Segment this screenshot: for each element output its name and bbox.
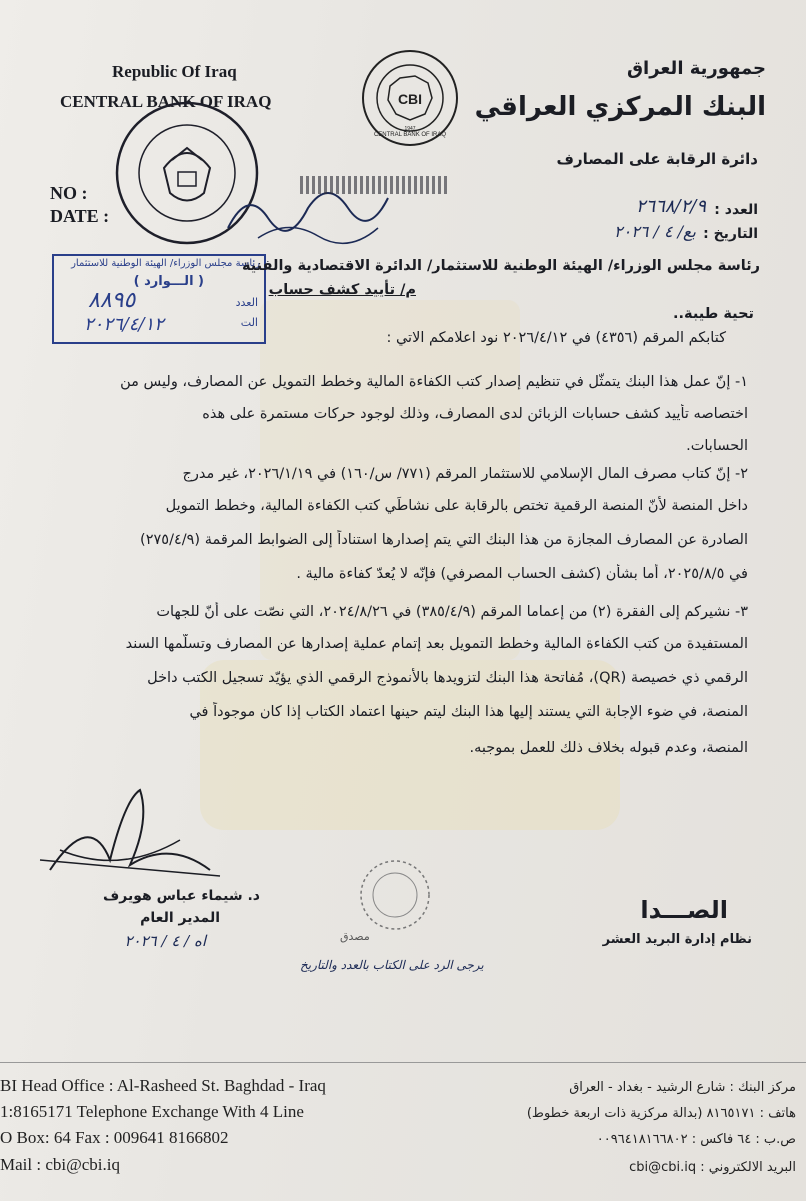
footer-ar-email: البريد الالكتروني : cbi@cbi.iq — [629, 1160, 796, 1175]
received-stamp-header: رئاسة مجلس الوزراء/ الهيئة الوطنية للاستثمار — [71, 258, 260, 269]
paragraph-1-line-3: الحسابات. — [686, 438, 748, 454]
center-stamp — [355, 855, 435, 939]
bank-name-ar: البنك المركزي العراقي — [474, 92, 766, 122]
number-label-ar: العدد : — [714, 202, 758, 218]
signature — [30, 780, 230, 894]
logo-text: CBI — [397, 91, 423, 107]
paragraph-3-line-2: المستفيدة من كتب الكفاءة المالية وخطط التمويل بعد إتمام عملية إصدارها عن المصارف وتسلّمها السند — [125, 636, 748, 652]
footer-en-email: Mail : cbi@cbi.iq — [0, 1155, 120, 1174]
mail-system-brand: الصـــدا — [640, 896, 728, 924]
footer-en-phone: 1:8165171 Telephone Exchange With 4 Line — [0, 1102, 304, 1121]
logo-year: 1947 — [404, 126, 416, 132]
paragraph-2-line-1: ٢- إنّ كتاب مصرف المال الإسلامي للاستثمار المرقم (٧٧١/ س/١٦٠) في ٢٠٢٦/١/١٩، غير مدرج — [182, 466, 748, 482]
received-number-value: ٨٨٩٥ — [88, 288, 136, 313]
paragraph-2-line-2: داخل المنصة لأنّ المنصة الرقمية تختص بالرقابة على نشاطَي كتب الكفاءة المالية، وخطط التمويل — [165, 498, 748, 514]
paragraph-1-line-1: ١- إنّ عمل هذا البنك يتمثّل في تنظيم إصدار كتب الكفاءة المالية وخطط التمويل عن المصارف، وليس من — [120, 374, 748, 390]
no-label: NO : — [50, 183, 88, 203]
footer-divider — [0, 1062, 806, 1063]
republic-en: Republic Of Iraq — [112, 62, 237, 81]
date-value: بع/ ٤ / ٢٠٢٦ — [614, 222, 696, 241]
paragraph-3-line-4: المنصة، في ضوء الإجابة التي يستند إليها هذا البنك ليتم حينها اعتماد الكتاب إذا كان موجوداً في — [189, 704, 748, 720]
footer-ar-address: مركز البنك : شارع الرشيد - بغداد - العراق — [569, 1080, 796, 1095]
received-date-value: ٢٠٢٦/٤/١٢ — [84, 314, 164, 335]
bank-name-en: CENTRAL BANK OF IRAQ — [60, 92, 272, 111]
signatory-name: د. شيماء عباس هويرف — [103, 888, 260, 904]
received-stamp-label: ( الـــوارد ) — [133, 274, 204, 289]
paragraph-3-line-1: ٣- نشيركم إلى الفقرة (٢) من إعماما المرقم (٣٨٥/٤/٩) في ٢٠٢٤/٨/٢٦، التي نصّت على أنّ للجهات — [156, 604, 748, 620]
signature-date: اه / ٤ / ٢٠٢٦ — [124, 932, 206, 950]
paragraph-3-line-5: المنصة، وعدم قبوله بخلاف ذلك للعمل بموجبه. — [469, 740, 748, 756]
department-ar: دائرة الرقابة على المصارف — [556, 150, 758, 168]
logo-ring-text: CENTRAL BANK OF IRAQ — [373, 132, 447, 138]
paragraph-1-line-2: اختصاصه تأييد كشف حسابات الزبائن لدى المصارف، وذلك لوجود حركات مستمرة على هذه — [202, 406, 748, 422]
intro-line: كتابكم المرقم (٤٣٥٦) في ٢٠٢٦/٤/١٢ نود اعلامكم الاتي : — [386, 330, 726, 346]
paragraph-2-line-3: الصادرة عن المصارف المجازة من هذا البنك التي يتم إصدارها استناداً إلى الضوابط المرقمة (٢٧٥/٤/٩) — [140, 532, 748, 548]
subject: م/ تأييد كشف حساب — [268, 282, 416, 298]
republic-ar: جمهورية العراق — [626, 58, 766, 79]
addressee: رئاسة مجلس الوزراء/ الهيئة الوطنية للاستثمار/ الدائرة الاقتصادية والفنية — [241, 258, 760, 274]
number-value: ٢٦٦٨/٢/٩ — [635, 196, 706, 217]
date-label: DATE : — [50, 206, 110, 226]
signatory-title: المدير العام — [140, 910, 220, 926]
received-number-label: العدد — [235, 296, 258, 309]
center-stamp-note: يرجى الرد على الكتاب بالعدد والتاريخ — [300, 958, 484, 972]
greeting: تحية طيبة.. — [673, 306, 754, 322]
footer-en-fax: O Box: 64 Fax : 009641 8166802 — [0, 1128, 229, 1147]
footer-ar-fax: ص.ب : ٦٤ فاكس : ٠٠٩٦٤١٨١٦٦٨٠٢ — [596, 1132, 796, 1147]
seal-strip — [300, 176, 450, 194]
footer-ar-phone: هاتف : ٨١٦٥١٧١ (بدالة مركزية ذات اربعة خطوط) — [526, 1106, 796, 1121]
mail-system-caption: نظام إدارة البريد العشر — [602, 932, 752, 947]
footer-en-address: BI Head Office : Al-Rasheed St. Baghdad - Iraq — [0, 1076, 326, 1095]
center-stamp-text: مصدق — [340, 930, 370, 943]
date-label-ar: التاريخ : — [703, 226, 758, 242]
paragraph-2-line-4: في ٢٠٢٥/٨/٥، أما بشأن (كشف الحساب المصرفي) فإنّه لا يُعدّ كفاءة مالية . — [296, 566, 748, 582]
cbi-logo — [360, 48, 460, 148]
paragraph-3-line-3: الرقمي ذي خصيصة (QR)، مُفاتحة هذا البنك لتزويدها بالأنموذج الرقمي الذي يؤيّد تسجيل الكتب داخل — [147, 670, 748, 686]
received-stamp — [52, 254, 266, 344]
received-date-label: الت — [240, 316, 258, 329]
